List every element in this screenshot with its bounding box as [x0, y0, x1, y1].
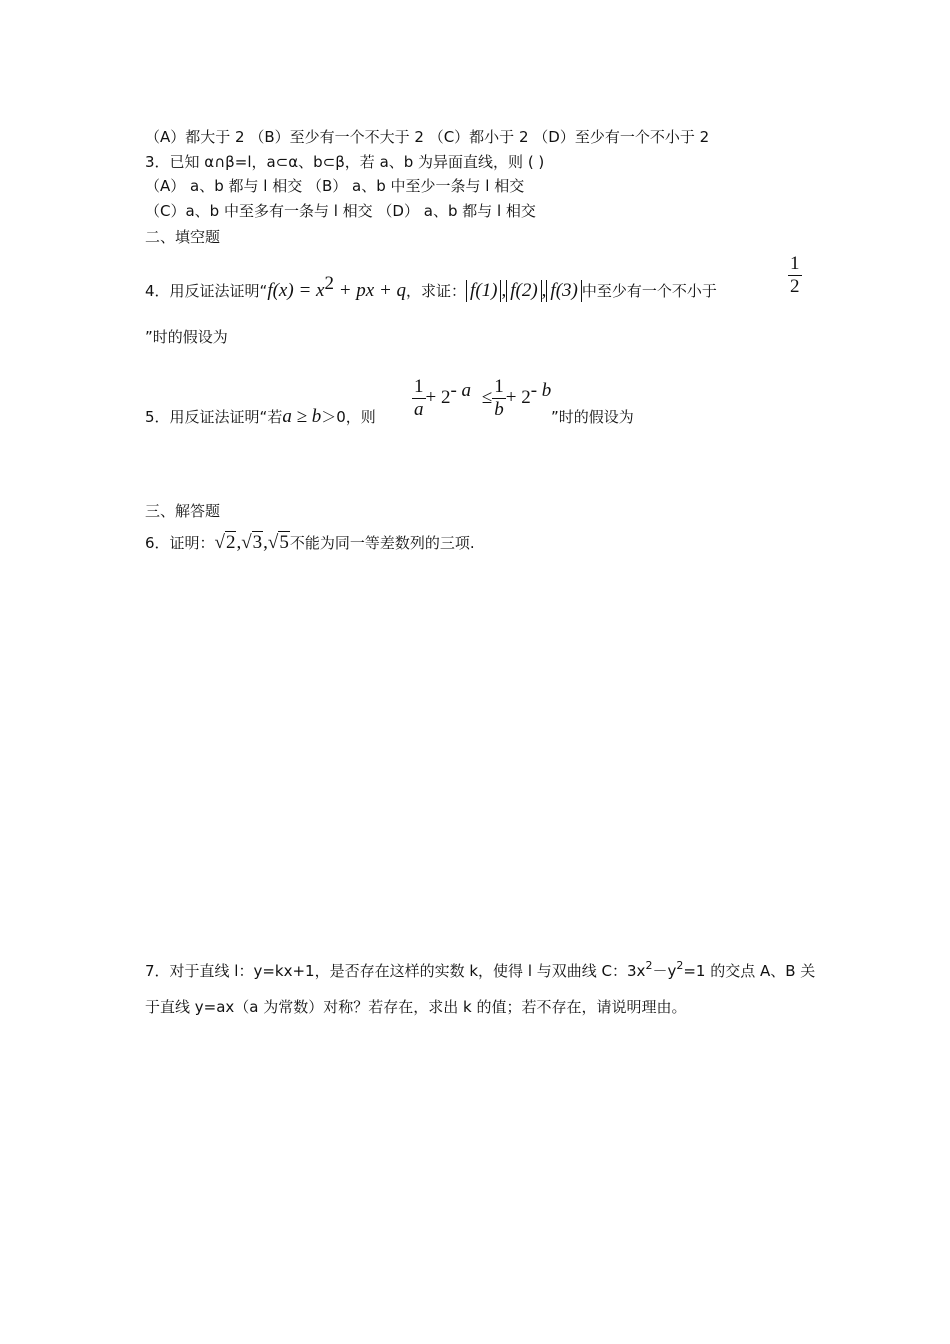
- q3-options-ab: （A） a、b 都与 l 相交 （B） a、b 中至少一条与 l 相交: [145, 177, 525, 195]
- q5-term1: + 2: [425, 387, 451, 408]
- q5-prefix-line: [145, 407, 376, 427]
- q5-gt0: ＞0，则: [321, 408, 376, 426]
- q4-abs-f2: f(2): [506, 280, 541, 302]
- q6-suffix: 不能为同一等差数列的三项.: [289, 534, 475, 552]
- q5-suffix: ”时的假设为: [551, 408, 634, 426]
- q5-den2: b: [494, 399, 504, 420]
- q5-exp2: - b: [530, 380, 552, 401]
- q6-prefix: 6．证明：: [145, 534, 215, 552]
- q5-frac-1-over-a: [412, 376, 426, 421]
- q4-exp: 2: [324, 273, 334, 294]
- q4-abs-f1: f(1): [466, 280, 501, 302]
- q7-exp-a: 2: [645, 959, 653, 972]
- section-answer: 三、解答题: [145, 502, 221, 520]
- q3-stem: 3．已知 α∩β=l，a⊂α、b⊂β，若 a、b 为异面直线，则 ( ): [145, 153, 545, 171]
- q5-prefix: 5．用反证法证明“若: [145, 408, 283, 426]
- q2-options: （A）都大于 2 （B）至少有一个不大于 2 （C）都小于 2 （D）至少有一个不小于 2: [145, 128, 710, 146]
- q4-func-rest: + px + q: [333, 280, 407, 301]
- q4-fraction-half: [788, 253, 802, 298]
- q7-part1: 7．对于直线 l：y=kx+1，是否存在这样的实数 k，使得 l 与双曲线 C：3x: [145, 962, 646, 980]
- q3-options-cd: （C）a、b 中至多有一条与 l 相交 （D） a、b 都与 l 相交: [145, 202, 536, 220]
- q4-line: 4．用反证法证明“$f(x) = x^2$ + px + q，求证： f(1) , f(2) , f(3) 中至少有一个不小于: [145, 273, 717, 301]
- q6-line: 6．证明：√2,√3,√5不能为同一等差数列的三项.: [145, 532, 475, 553]
- q5-num1: 1: [414, 376, 424, 397]
- q7-line1: [145, 955, 815, 982]
- q6-sqrt5: √5: [267, 532, 289, 553]
- q4-frac-num: 1: [790, 253, 800, 274]
- q7-part2: －y: [652, 962, 677, 980]
- q5-leq: ≤: [481, 387, 493, 408]
- q4-line2: ”时的假设为: [145, 328, 228, 346]
- q4-mid: ，求证：: [406, 282, 467, 300]
- q5-exp1: - a: [450, 380, 472, 401]
- q7-part3: =1 的交点 A、B 关: [683, 962, 816, 980]
- q6-sqrt2: √2: [214, 532, 236, 553]
- q5-den1: a: [414, 399, 424, 420]
- q5-frac-1-over-b: [492, 376, 506, 421]
- q4-frac-den: 2: [790, 276, 800, 297]
- q6-sqrt3: √3: [241, 532, 263, 553]
- q4-func: f(x) = x: [267, 280, 325, 301]
- q4-abs-f3: f(3): [546, 280, 581, 302]
- q5-num2: 1: [494, 376, 504, 397]
- q5-inequality: [412, 376, 551, 421]
- q5-cond: a ≥ b: [282, 406, 322, 427]
- q7-line2: 于直线 y=ax（a 为常数）对称？若存在，求出 k 的值；若不存在，请说明理由。: [145, 998, 687, 1016]
- q4-prefix: 4．用反证法证明“: [145, 282, 268, 300]
- q5-term2: + 2: [505, 387, 531, 408]
- q4-suffix: 中至少有一个不小于: [581, 282, 717, 300]
- section-fill-in: 二、填空题: [145, 228, 221, 246]
- q7-exp-b: 2: [676, 959, 684, 972]
